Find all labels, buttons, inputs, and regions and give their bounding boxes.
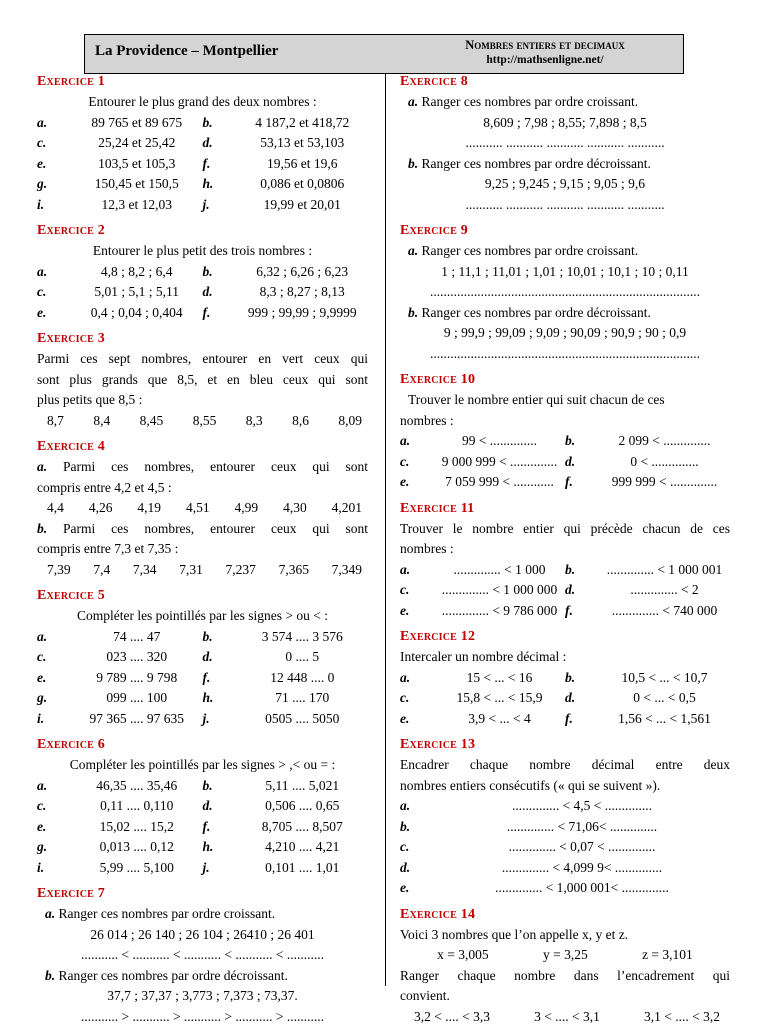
question-label: a. — [37, 627, 71, 648]
paragraph-line: Voici 3 nombres que l’on appelle x, y et z. — [400, 925, 730, 946]
labeled-question — [400, 241, 730, 262]
worksheet-title: Nombres entiers et decimaux — [415, 38, 675, 53]
question-content: 12 448 .... 0 — [237, 668, 369, 689]
labeled-question — [37, 457, 368, 478]
question-label: b. — [408, 156, 418, 171]
question-label: a. — [37, 113, 71, 134]
question-row — [37, 858, 368, 879]
answer-blank: ................................................................................ — [400, 282, 730, 303]
paragraph-line: convient. — [400, 986, 730, 1007]
value: 8,45 — [140, 411, 164, 432]
value: 8,4 — [93, 411, 110, 432]
value: 4,30 — [283, 498, 307, 519]
question-content: 103,5 et 105,3 — [71, 154, 203, 175]
question-content: 5,99 .... 5,100 — [71, 858, 203, 879]
question-content: .............. < 2 — [599, 580, 730, 601]
value: 8,7 — [47, 411, 64, 432]
value: 7,4 — [93, 560, 110, 581]
question-label: b. — [203, 776, 237, 797]
question-label: f. — [203, 817, 237, 838]
paragraph-line: compris entre 7,3 et 7,35 : — [37, 539, 368, 560]
question-row — [37, 282, 368, 303]
question-row — [400, 858, 730, 879]
question-label: h. — [203, 688, 237, 709]
left-column — [37, 72, 368, 1027]
question-label: e. — [400, 472, 434, 493]
answer-blank: ........... > ........... > ........... > ........... > ........... — [37, 1007, 368, 1027]
question-label: e. — [37, 303, 71, 324]
question-label: e. — [400, 709, 434, 730]
range: 3,2 < .... < 3,3 — [414, 1007, 490, 1027]
question-label: e. — [37, 668, 71, 689]
question-row — [400, 452, 730, 473]
question-content: 1,56 < ... < 1,561 — [599, 709, 730, 730]
paragraph-line: nombres entiers consécutifs (« qui se suivent »). — [400, 776, 730, 797]
question-label: g. — [37, 688, 71, 709]
question-label: d. — [203, 647, 237, 668]
question-row — [37, 796, 368, 817]
question-row — [37, 113, 368, 134]
question-text: Parmi ces nombres, entourer ceux qui sont — [63, 521, 368, 536]
question-label: b. — [565, 560, 599, 581]
question-row — [400, 431, 730, 452]
value: 8,3 — [246, 411, 263, 432]
question-label: g. — [37, 174, 71, 195]
page-header — [84, 34, 684, 74]
question-content: 12,3 et 12,03 — [71, 195, 203, 216]
answer-blank: ................................................................................ — [400, 344, 730, 365]
question-content: 0 < .............. — [599, 452, 730, 473]
right-column — [400, 72, 730, 1027]
question-row — [37, 303, 368, 324]
exercise-title: Exercice 7 — [37, 884, 368, 904]
question-text: Ranger ces nombres par ordre croissant. — [422, 243, 639, 258]
instruction: Compléter les pointillés par les signes > ou < : — [37, 606, 368, 627]
question-label: b. — [565, 668, 599, 689]
header-right — [415, 38, 675, 68]
exercise-title: Exercice 1 — [37, 72, 368, 92]
question-label: a. — [408, 243, 418, 258]
question-label: f. — [565, 709, 599, 730]
question-content: 10,5 < ... < 10,7 — [599, 668, 730, 689]
question-content: 0,101 .... 1,01 — [237, 858, 369, 879]
question-content: 999 999 < .............. — [599, 472, 730, 493]
value: 4,201 — [332, 498, 362, 519]
question-content: 19,56 et 19,6 — [237, 154, 369, 175]
question-label: d. — [203, 796, 237, 817]
question-label: b. — [408, 305, 418, 320]
school-name: La Providence – Montpellier — [95, 43, 278, 60]
value-list — [37, 498, 368, 519]
website-url[interactable]: http://mathsenligne.net/ — [415, 53, 675, 68]
question-content: 0,013 .... 0,12 — [71, 837, 203, 858]
exercise-title: Exercice 14 — [400, 905, 730, 925]
question-row — [37, 174, 368, 195]
question-content: .............. < 1,000 001< .............. — [434, 878, 730, 899]
value: x = 3,005 — [437, 945, 489, 966]
question-content: 0,4 ; 0,04 ; 0,404 — [71, 303, 203, 324]
question-row — [37, 709, 368, 730]
question-content: 74 .... 47 — [71, 627, 203, 648]
question-label: i. — [37, 195, 71, 216]
number-list: 9 ; 99,9 ; 99,09 ; 9,09 ; 90,09 ; 90,9 ; 90 ; 0,9 — [400, 323, 730, 344]
question-row — [400, 837, 730, 858]
answer-blank: ........... < ........... < ........... < ........... < ........... — [37, 945, 368, 966]
question-label: g. — [37, 837, 71, 858]
question-content: 7 059 999 < ............ — [434, 472, 565, 493]
question-content: 150,45 et 150,5 — [71, 174, 203, 195]
question-content: 99 < .............. — [434, 431, 565, 452]
question-label: b. — [565, 431, 599, 452]
value: 4,4 — [47, 498, 64, 519]
question-content: 0,506 .... 0,65 — [237, 796, 369, 817]
paragraph-line: Ranger chaque nombre dans l’encadrement qui — [400, 966, 730, 987]
question-content: 5,11 .... 5,021 — [237, 776, 369, 797]
value: 4,99 — [235, 498, 259, 519]
question-row — [37, 262, 368, 283]
value: 7,39 — [47, 560, 71, 581]
question-content: 0 .... 5 — [237, 647, 369, 668]
value-list — [37, 411, 368, 432]
question-row — [400, 709, 730, 730]
question-text: Ranger ces nombres par ordre décroissant. — [422, 156, 651, 171]
answer-blank: ........... ........... ........... ........... ........... — [400, 133, 730, 154]
question-text: Parmi ces nombres, entourer ceux qui sont — [63, 459, 368, 474]
value: 8,55 — [193, 411, 217, 432]
question-label: c. — [37, 647, 71, 668]
question-content: 3 574 .... 3 576 — [237, 627, 369, 648]
question-content: 9 000 999 < .............. — [434, 452, 565, 473]
question-label: f. — [565, 472, 599, 493]
value: 4,26 — [89, 498, 113, 519]
question-label: d. — [565, 688, 599, 709]
exercise-title: Exercice 3 — [37, 329, 368, 349]
question-row — [37, 668, 368, 689]
range: 3 < .... < 3,1 — [534, 1007, 600, 1027]
labeled-question — [400, 92, 730, 113]
question-content: 8,705 .... 8,507 — [237, 817, 369, 838]
question-label: a. — [400, 431, 434, 452]
question-row — [37, 776, 368, 797]
value: 4,19 — [137, 498, 161, 519]
exercise-title: Exercice 5 — [37, 586, 368, 606]
question-row — [37, 133, 368, 154]
question-label: f. — [203, 303, 237, 324]
exercise-title: Exercice 6 — [37, 735, 368, 755]
question-content: 8,3 ; 8,27 ; 8,13 — [237, 282, 369, 303]
question-text: Ranger ces nombres par ordre croissant. — [422, 94, 639, 109]
exercise-title: Exercice 10 — [400, 370, 730, 390]
question-label: a. — [400, 668, 434, 689]
number-list: 8,609 ; 7,98 ; 8,55; 7,898 ; 8,5 — [400, 113, 730, 134]
question-content: 71 .... 170 — [237, 688, 369, 709]
paragraph-line: Trouver le nombre entier qui précède chacun de ces — [400, 519, 730, 540]
question-content: 46,35 .... 35,46 — [71, 776, 203, 797]
question-label: i. — [37, 709, 71, 730]
question-content: 6,32 ; 6,26 ; 6,23 — [237, 262, 369, 283]
paragraph-line: nombres : — [400, 539, 730, 560]
question-row — [400, 878, 730, 899]
question-label: a. — [400, 796, 434, 817]
question-content: 25,24 et 25,42 — [71, 133, 203, 154]
question-content: 15,8 < ... < 15,9 — [434, 688, 565, 709]
number-list: 26 014 ; 26 140 ; 26 104 ; 26410 ; 26 401 — [37, 925, 368, 946]
question-row — [37, 837, 368, 858]
question-text: Ranger ces nombres par ordre décroissant. — [422, 305, 651, 320]
exercise-title: Exercice 8 — [400, 72, 730, 92]
xyz-values — [400, 945, 730, 966]
question-content: 53,13 et 53,103 — [237, 133, 369, 154]
column-divider — [385, 74, 386, 986]
question-label: c. — [37, 133, 71, 154]
exercise-title: Exercice 4 — [37, 437, 368, 457]
value: 7,34 — [133, 560, 157, 581]
question-row — [400, 688, 730, 709]
question-label: b. — [203, 113, 237, 134]
range: 3,1 < .... < 3,2 — [644, 1007, 720, 1027]
exercise-title: Exercice 2 — [37, 221, 368, 241]
exercise-title: Exercice 11 — [400, 499, 730, 519]
value: 8,09 — [338, 411, 362, 432]
question-label: e. — [400, 601, 434, 622]
question-label: c. — [400, 837, 434, 858]
question-label: a. — [400, 560, 434, 581]
question-label: d. — [400, 858, 434, 879]
paragraph-line: compris entre 4,2 et 4,5 : — [37, 478, 368, 499]
question-text: Ranger ces nombres par ordre croissant. — [59, 906, 276, 921]
paragraph-line: sont plus grands que 8,5, et en bleu ceux qui sont — [37, 370, 368, 391]
instruction: Entourer le plus petit des trois nombres : — [37, 241, 368, 262]
question-content: 89 765 et 89 675 — [71, 113, 203, 134]
question-label: a. — [37, 459, 47, 474]
question-label: i. — [37, 858, 71, 879]
question-content: 0,086 et 0,0806 — [237, 174, 369, 195]
paragraph-line: Intercaler un nombre décimal : — [400, 647, 730, 668]
value: 4,51 — [186, 498, 210, 519]
question-label: d. — [565, 452, 599, 473]
question-content: .............. < 9 786 000 — [434, 601, 565, 622]
value: 7,349 — [332, 560, 362, 581]
question-content: .............. < 1 000 000 — [434, 580, 565, 601]
question-label: a. — [37, 776, 71, 797]
paragraph-line: Trouver le nombre entier qui suit chacun de ces — [400, 390, 730, 411]
question-label: b. — [37, 521, 47, 536]
question-content: .............. < 71,06< .............. — [434, 817, 730, 838]
exercise-title: Exercice 13 — [400, 735, 730, 755]
question-label: d. — [565, 580, 599, 601]
question-content: 4,210 .... 4,21 — [237, 837, 369, 858]
question-label: b. — [400, 817, 434, 838]
question-label: d. — [203, 133, 237, 154]
question-label: h. — [203, 837, 237, 858]
paragraph-line: plus petits que 8,5 : — [37, 390, 368, 411]
exercise-title: Exercice 9 — [400, 221, 730, 241]
paragraph-line: Encadrer chaque nombre décimal entre deux — [400, 755, 730, 776]
question-row — [400, 817, 730, 838]
question-label: a. — [408, 94, 418, 109]
number-list: 9,25 ; 9,245 ; 9,15 ; 9,05 ; 9,6 — [400, 174, 730, 195]
labeled-question — [37, 904, 368, 925]
question-content: 97 365 .... 97 635 — [71, 709, 203, 730]
question-label: f. — [203, 668, 237, 689]
value: y = 3,25 — [543, 945, 588, 966]
question-row — [400, 668, 730, 689]
question-content: .............. < 0,07 < .............. — [434, 837, 730, 858]
question-label: e. — [37, 154, 71, 175]
question-row — [37, 627, 368, 648]
question-content: .............. < 1 000 — [434, 560, 565, 581]
question-content: 2 099 < .............. — [599, 431, 730, 452]
question-label: b. — [203, 262, 237, 283]
question-row — [37, 688, 368, 709]
question-content: 15 < ... < 16 — [434, 668, 565, 689]
number-list: 37,7 ; 37,37 ; 3,773 ; 7,373 ; 73,37. — [37, 986, 368, 1007]
value: 8,6 — [292, 411, 309, 432]
question-content: .............. < 1 000 001 — [599, 560, 730, 581]
question-label: j. — [203, 709, 237, 730]
question-label: a. — [37, 262, 71, 283]
question-content: 0,11 .... 0,110 — [71, 796, 203, 817]
question-label: c. — [400, 452, 434, 473]
question-content: .............. < 4,5 < .............. — [434, 796, 730, 817]
question-content: 3,9 < ... < 4 — [434, 709, 565, 730]
question-label: f. — [203, 154, 237, 175]
question-label: h. — [203, 174, 237, 195]
value-list — [37, 560, 368, 581]
value: z = 3,101 — [642, 945, 693, 966]
labeled-question — [37, 966, 368, 987]
question-content: 5,01 ; 5,1 ; 5,11 — [71, 282, 203, 303]
question-label: b. — [203, 627, 237, 648]
paragraph-line: nombres : — [400, 411, 730, 432]
question-content: 9 789 .... 9 798 — [71, 668, 203, 689]
instruction: Compléter les pointillés par les signes > ,< ou = : — [37, 755, 368, 776]
question-text: Ranger ces nombres par ordre décroissant. — [59, 968, 288, 983]
question-content: 19,99 et 20,01 — [237, 195, 369, 216]
question-content: 4,8 ; 8,2 ; 6,4 — [71, 262, 203, 283]
question-row — [37, 154, 368, 175]
paragraph-line: Parmi ces sept nombres, entourer en vert ceux qui — [37, 349, 368, 370]
question-content: 15,02 .... 15,2 — [71, 817, 203, 838]
value: 7,237 — [226, 560, 256, 581]
question-label: j. — [203, 195, 237, 216]
question-label: f. — [565, 601, 599, 622]
question-row — [400, 472, 730, 493]
question-label: c. — [400, 580, 434, 601]
question-label: e. — [400, 878, 434, 899]
instruction: Entourer le plus grand des deux nombres : — [37, 92, 368, 113]
question-row — [400, 601, 730, 622]
number-list: 1 ; 11,1 ; 11,01 ; 1,01 ; 10,01 ; 10,1 ; 10 ; 0,11 — [400, 262, 730, 283]
question-row — [400, 560, 730, 581]
question-row — [37, 817, 368, 838]
question-label: c. — [37, 282, 71, 303]
question-label: j. — [203, 858, 237, 879]
question-label: d. — [203, 282, 237, 303]
labeled-question — [400, 154, 730, 175]
question-content: 023 .... 320 — [71, 647, 203, 668]
question-label: b. — [45, 968, 55, 983]
question-row — [400, 796, 730, 817]
question-row — [37, 195, 368, 216]
question-label: c. — [37, 796, 71, 817]
question-label: c. — [400, 688, 434, 709]
answer-blank: ........... ........... ........... ........... ........... — [400, 195, 730, 216]
exercise-title: Exercice 12 — [400, 627, 730, 647]
question-content: .............. < 4,099 9< .............. — [434, 858, 730, 879]
value: 7,31 — [179, 560, 203, 581]
question-content: 999 ; 99,99 ; 9,9999 — [237, 303, 369, 324]
question-content: 099 .... 100 — [71, 688, 203, 709]
labeled-question — [37, 519, 368, 540]
question-content: 0 < ... < 0,5 — [599, 688, 730, 709]
question-label: e. — [37, 817, 71, 838]
value: 7,365 — [279, 560, 309, 581]
question-label: a. — [45, 906, 55, 921]
question-content: 0505 .... 5050 — [237, 709, 369, 730]
labeled-question — [400, 303, 730, 324]
question-content: .............. < 740 000 — [599, 601, 730, 622]
question-row — [37, 647, 368, 668]
question-content: 4 187,2 et 418,72 — [237, 113, 369, 134]
question-row — [400, 580, 730, 601]
